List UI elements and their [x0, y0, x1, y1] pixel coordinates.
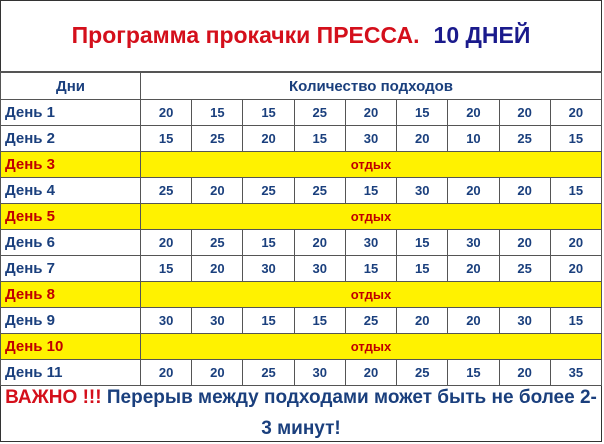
rest-label: отдых: [141, 334, 602, 360]
table-row: [1, 100, 602, 126]
rest-label: отдых: [141, 204, 602, 230]
day-label: День 8: [1, 282, 141, 308]
page-title: [0, 0, 602, 72]
sets-cell: 15: [243, 230, 294, 256]
sets-cell: 25: [499, 256, 550, 282]
sets-cell: 20: [141, 360, 192, 386]
sets-cell: 20: [192, 360, 243, 386]
sets-cell: 30: [397, 178, 448, 204]
rest-day-row: [1, 334, 602, 360]
sets-cell: 25: [192, 126, 243, 152]
rest-label: отдых: [141, 152, 602, 178]
rest-day-row: [1, 282, 602, 308]
important-note: [0, 378, 602, 442]
sets-cell: 20: [499, 360, 550, 386]
sets-cell: 20: [141, 230, 192, 256]
sets-cell: 20: [243, 126, 294, 152]
sets-cell: 20: [141, 100, 192, 126]
sets-cell: 20: [345, 360, 396, 386]
sets-cell: 15: [345, 178, 396, 204]
day-label: День 5: [1, 204, 141, 230]
sets-cell: 15: [345, 256, 396, 282]
sets-cell: 25: [294, 100, 345, 126]
sets-cell: 20: [448, 308, 499, 334]
day-label: День 4: [1, 178, 141, 204]
day-label: День 7: [1, 256, 141, 282]
note-warning: ВАЖНО !!!: [5, 387, 102, 408]
day-label: День 11: [1, 360, 141, 386]
sets-cell: 15: [550, 178, 601, 204]
schedule-table: [0, 72, 602, 386]
sets-cell: 15: [243, 100, 294, 126]
table-row: [1, 308, 602, 334]
day-label: День 3: [1, 152, 141, 178]
sets-cell: 20: [550, 256, 601, 282]
sets-cell: 25: [345, 308, 396, 334]
sets-cell: 10: [448, 126, 499, 152]
sets-cell: 15: [550, 308, 601, 334]
header-days: Дни: [1, 73, 141, 100]
sets-cell: 15: [294, 126, 345, 152]
sets-cell: 15: [192, 100, 243, 126]
sets-cell: 15: [448, 360, 499, 386]
sets-cell: 20: [499, 178, 550, 204]
sets-cell: 20: [448, 256, 499, 282]
sets-cell: 20: [550, 100, 601, 126]
sets-cell: 15: [141, 126, 192, 152]
sets-cell: 30: [499, 308, 550, 334]
day-label: День 6: [1, 230, 141, 256]
rest-day-row: [1, 204, 602, 230]
sets-cell: 15: [294, 308, 345, 334]
sets-cell: 20: [448, 100, 499, 126]
day-label: День 10: [1, 334, 141, 360]
sets-cell: 20: [294, 230, 345, 256]
rest-label: отдых: [141, 282, 602, 308]
sets-cell: 20: [499, 230, 550, 256]
sets-cell: 30: [294, 360, 345, 386]
sets-cell: 20: [192, 178, 243, 204]
sets-cell: 25: [294, 178, 345, 204]
sets-cell: 20: [397, 308, 448, 334]
sets-cell: 20: [397, 126, 448, 152]
sets-cell: 20: [345, 100, 396, 126]
table-row: [1, 230, 602, 256]
sets-cell: 25: [243, 360, 294, 386]
sets-cell: 30: [345, 126, 396, 152]
table-header-row: [1, 73, 602, 100]
sets-cell: 15: [397, 100, 448, 126]
table-row: [1, 256, 602, 282]
sets-cell: 25: [397, 360, 448, 386]
sets-cell: 15: [141, 256, 192, 282]
note-text: Перерыв между подходами может быть не более 2-3 минут!: [106, 387, 597, 439]
sets-cell: 20: [499, 100, 550, 126]
sets-cell: 30: [141, 308, 192, 334]
table-row: [1, 126, 602, 152]
table-row: [1, 178, 602, 204]
sets-cell: 30: [192, 308, 243, 334]
sets-cell: 15: [397, 230, 448, 256]
sets-cell: 25: [243, 178, 294, 204]
day-label: День 9: [1, 308, 141, 334]
rest-day-row: [1, 152, 602, 178]
sets-cell: 25: [499, 126, 550, 152]
sets-cell: 30: [345, 230, 396, 256]
sets-cell: 20: [448, 178, 499, 204]
sets-cell: 25: [141, 178, 192, 204]
sets-cell: 35: [550, 360, 601, 386]
sets-cell: 20: [550, 230, 601, 256]
header-sets: Количество подходов: [141, 73, 602, 100]
sets-cell: 30: [448, 230, 499, 256]
title-days: 10 ДНЕЙ: [433, 22, 531, 48]
sets-cell: 25: [192, 230, 243, 256]
sets-cell: 20: [192, 256, 243, 282]
day-label: День 1: [1, 100, 141, 126]
sets-cell: 15: [550, 126, 601, 152]
sets-cell: 15: [397, 256, 448, 282]
title-main: Программа прокачки ПРЕССА.: [71, 22, 420, 48]
sets-cell: 15: [243, 308, 294, 334]
sets-cell: 30: [243, 256, 294, 282]
sets-cell: 30: [294, 256, 345, 282]
day-label: День 2: [1, 126, 141, 152]
